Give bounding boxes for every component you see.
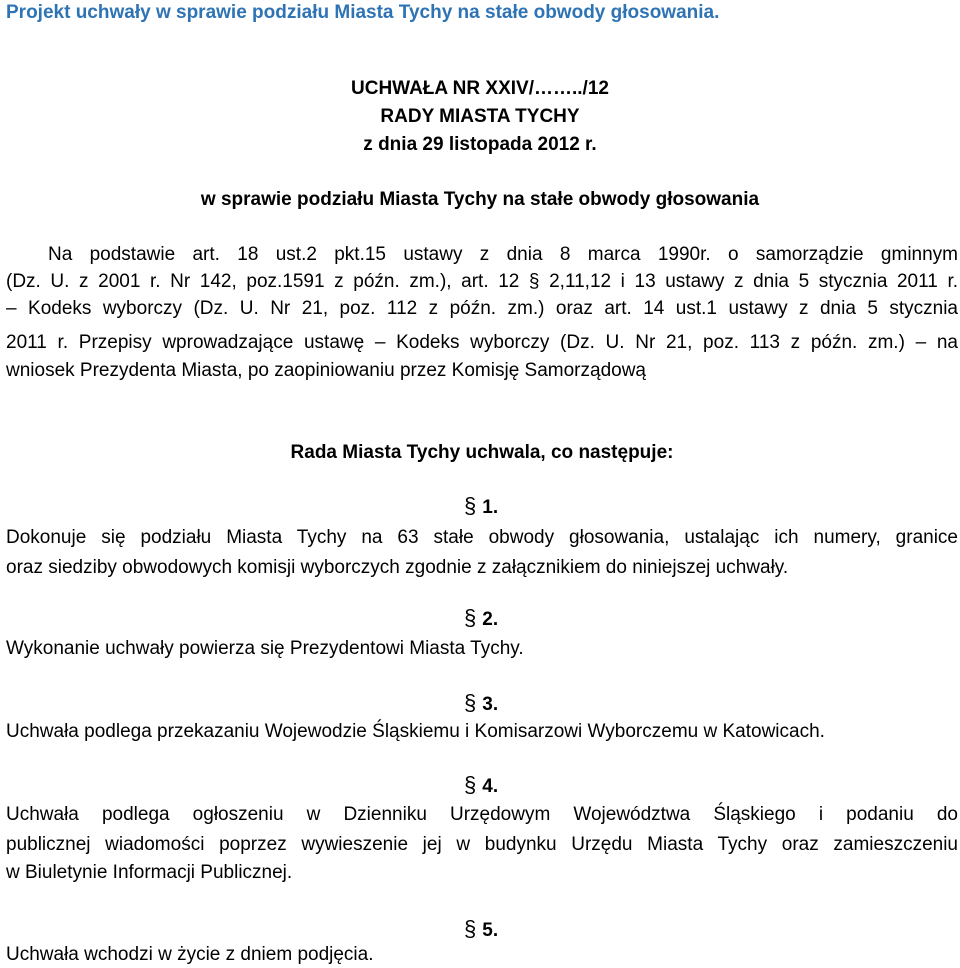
- resolution-number: UCHWAŁA NR XXIV/……../12: [351, 78, 609, 99]
- section-number: 1.: [482, 497, 499, 518]
- section-text-line: Dokonuje się podziału Miasta Tychy na 63 stałe obwody głosowania, ustalając ich numery, granice: [6, 527, 958, 548]
- section-heading: [464, 605, 498, 631]
- section-number: 5.: [482, 920, 499, 941]
- section-text-line: Uchwała wchodzi w życie z dniem podjęcia.: [6, 944, 374, 965]
- section-heading: [464, 493, 498, 519]
- section-text-line: publicznej wiadomości poprzez wywieszenie jej w budynku Urzędu Miasta Tychy oraz zamieszczeniu: [6, 834, 958, 855]
- section-text-line: Uchwała podlega ogłoszeniu w Dzienniku Urzędowym Województwa Śląskiego i podaniu do: [6, 804, 958, 825]
- section-number: 2.: [482, 609, 499, 630]
- paragraph-sign-icon: §: [464, 916, 477, 941]
- preamble-line: (Dz. U. z 2001 r. Nr 142, poz.1591 z późn. zm.), art. 12 § 2,11,12 i 13 ustawy z dnia 5 stycznia 2011 r.: [6, 271, 958, 292]
- council-name: RADY MIASTA TYCHY: [380, 106, 580, 127]
- preamble-line: wniosek Prezydenta Miasta, po zaopiniowaniu przez Komisję Samorządową: [6, 360, 646, 381]
- resolution-subject: w sprawie podziału Miasta Tychy na stałe obwody głosowania: [200, 189, 760, 210]
- section-heading: [464, 690, 498, 716]
- preamble-line: Na podstawie art. 18 ust.2 pkt.15 ustawy z dnia 8 marca 1990r. o samorządzie gminnym: [48, 244, 958, 265]
- section-heading: [464, 772, 498, 798]
- paragraph-sign-icon: §: [464, 605, 477, 630]
- paragraph-sign-icon: §: [464, 493, 477, 518]
- resolution-date: z dnia 29 listopada 2012 r.: [363, 134, 597, 155]
- preamble-line: 2011 r. Przepisy wprowadzające ustawę – Kodeks wyborczy (Dz. U. Nr 21, poz. 113 z późn. zm.) – na: [6, 332, 958, 353]
- section-heading: [464, 916, 498, 942]
- section-text-line: oraz siedziby obwodowych komisji wyborczych zgodnie z załącznikiem do niniejszej uchwały.: [6, 557, 789, 578]
- section-text-line: Wykonanie uchwały powierza się Prezydentowi Miasta Tychy.: [6, 638, 524, 659]
- preamble-line: – Kodeks wyborczy (Dz. U. Nr 21, poz. 112 z późn. zm.) oraz art. 14 ust.1 ustawy z dnia 5 stycznia: [6, 298, 958, 319]
- paragraph-sign-icon: §: [464, 772, 477, 797]
- section-number: 4.: [482, 776, 499, 797]
- resolves-statement: Rada Miasta Tychy uchwala, co następuje:: [290, 442, 674, 463]
- document-title: Projekt uchwały w sprawie podziału Miasta Tychy na stałe obwody głosowania.: [6, 2, 720, 23]
- section-number: 3.: [482, 694, 499, 715]
- paragraph-sign-icon: §: [464, 690, 477, 715]
- section-text-line: w Biuletynie Informacji Publicznej.: [6, 862, 293, 883]
- section-text-line: Uchwała podlega przekazaniu Wojewodzie Śląskiemu i Komisarzowi Wyborczemu w Katowicach.: [6, 721, 825, 742]
